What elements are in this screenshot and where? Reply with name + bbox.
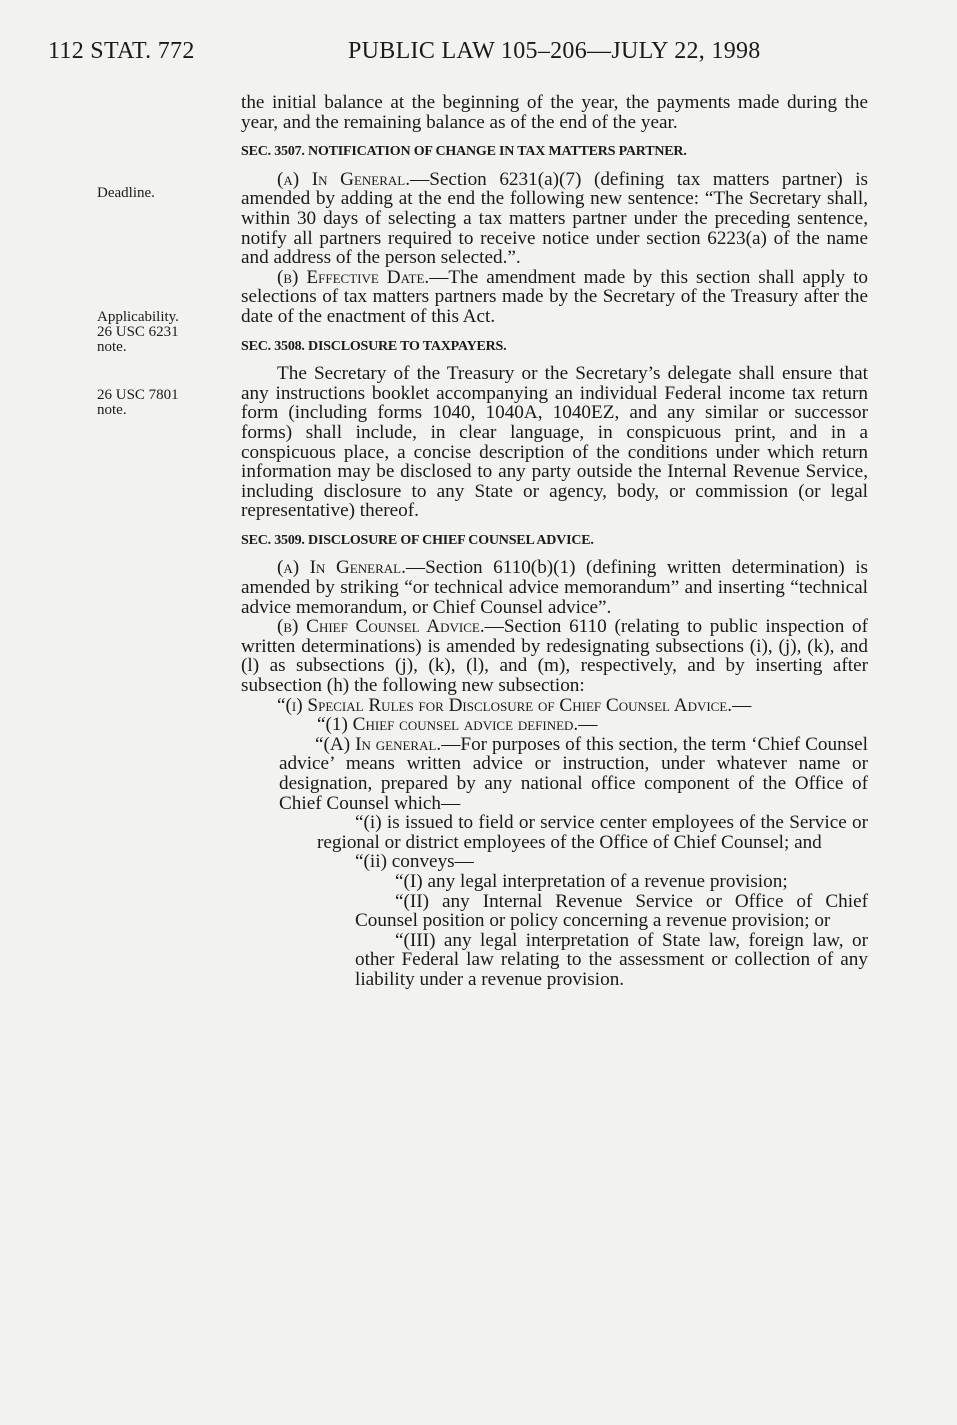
subsection-i-heading: “(i) Special Rules for Disclosure of Chief Counsel Advice.—	[277, 694, 752, 716]
clause-i: “(i) is issued to field or service center employees of the Service or regional or district employees of the Office of Chief Counsel; and	[317, 812, 868, 853]
public-law-title: PUBLIC LAW 105–206—JULY 22, 1998	[348, 38, 761, 64]
section-heading-3508: SEC. 3508. DISCLOSURE TO TAXPAYERS.	[241, 338, 507, 354]
subsection-label: (a) In General.	[277, 557, 406, 579]
margin-note-deadline: Deadline.	[97, 185, 155, 201]
subsection-text: —The amendment made by this section shall apply to selections of tax matters partners made by the Secretary of the Treasury after the date of the enactment of this Act.	[241, 266, 868, 327]
sec3508-text: The Secretary of the Treasury or the Secretary’s delegate shall ensure that any instructions booklet accompanying an individual Federal income tax return form (including forms 1040, 1040A, 1040EZ, and any similar or successor forms) shall include, in clear language, in conspicuous print, and in a conspicuous place, a concise description of the conditions under which return information may be disclosed to any party outside the Internal Revenue Service, including disclosure to any State or agency, body, or commission (or legal representative) thereof.	[241, 363, 868, 522]
subsection-label: (b) Effective Date.	[277, 266, 430, 288]
sec3509-subsection-a	[241, 558, 868, 617]
section-heading-3507: SEC. 3507. NOTIFICATION OF CHANGE IN TAX MATTERS PARTNER.	[241, 144, 687, 160]
subsection-text: —Section 6110 (relating to public inspection of written determinations) is amended by redesignating subsections (i), (j), (k), and (l) as subsections (j), (k), (l), and (m), respectively, and by inserting after subsection (h) the following new subsection:	[241, 616, 868, 697]
margin-note-applicability: Applicability.	[97, 309, 179, 325]
sec3507-subsection-b	[241, 268, 868, 327]
subsection-label: (a) In General.	[277, 168, 411, 190]
subclause-III: “(III) any legal interpretation of State law, foreign law, or other Federal law relating to the assessment or collection of any liability under a revenue provision.	[355, 929, 868, 990]
section-heading-3509: SEC. 3509. DISCLOSURE OF CHIEF COUNSEL ADVICE.	[241, 532, 594, 548]
subparagraph-text: —For purposes of this section, the term ‘Chief Counsel advice’ means written advice or instruction, under whatever name or designation, prepared by any national office component of the Office of Chief Counsel which—	[279, 733, 868, 814]
sec3507-subsection-a	[241, 170, 868, 268]
sec3509-subsection-b	[241, 617, 868, 695]
paragraph-1-heading: “(1) Chief counsel advice defined.—	[317, 714, 598, 736]
subparagraph-A	[241, 735, 868, 813]
margin-note-note: note.	[97, 339, 127, 355]
margin-note-usc-7801: 26 USC 7801	[97, 387, 179, 403]
margin-note-usc-6231: 26 USC 6231	[97, 324, 179, 340]
subsection-label: (b) Chief Counsel Advice.	[277, 616, 485, 638]
page-header	[48, 38, 879, 74]
subparagraph-label: “(A) In general.	[315, 733, 442, 755]
clause-ii: “(ii) conveys—	[355, 851, 474, 873]
subsection-text: —Section 6110(b)(1) (defining written determination) is amended by striking “or technical advice memorandum” and inserting “technical advice memorandum, or Chief Counsel advice”.	[241, 557, 868, 618]
subclause-II: “(II) any Internal Revenue Service or Office of Chief Counsel position or policy concerning a revenue provision; or	[355, 890, 868, 932]
subclause-I: “(I) any legal interpretation of a revenue provision;	[395, 870, 788, 892]
document-body	[241, 93, 868, 990]
subsection-text: —Section 6231(a)(7) (defining tax matters partner) is amended by adding at the end the following new sentence: “The Secretary shall, within 30 days of selecting a tax matters partner under the preceding sentence, notify all partners required to receive notice under section 6223(a) of the name and address of the person selected.”.	[241, 168, 868, 269]
statute-page-number: 112 STAT. 772	[48, 38, 195, 64]
margin-note-note: note.	[97, 402, 127, 418]
intro-paragraph: the initial balance at the beginning of the year, the payments made during the year, and the remaining balance as of the end of the year.	[241, 92, 868, 133]
